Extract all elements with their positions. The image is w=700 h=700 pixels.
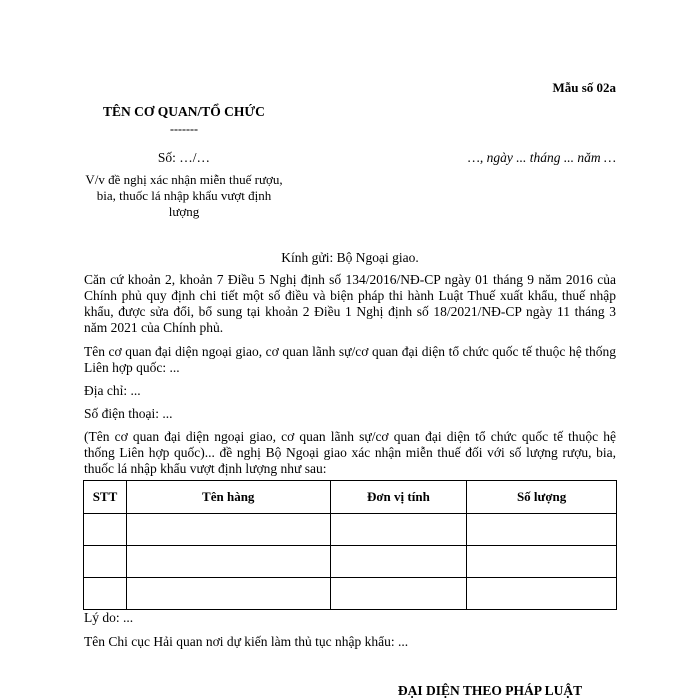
table-cell xyxy=(330,546,467,578)
organization-name: TÊN CƠ QUAN/TỔ CHỨC xyxy=(103,104,265,119)
legal-basis-paragraph: Căn cứ khoản 2, khoản 7 Điều 5 Nghị định số 134/2016/NĐ-CP ngày 01 tháng 9 năm 2016 của Chính phủ quy định chi tiết một số điều và biện pháp thi hành Luật Thuế xuất khẩu, thuế nhập khẩu, được sửa đổi, bổ sung tại khoản 2 Điều 1 Nghị định số 18/2021/NĐ-CP ngày 11 tháng 3 năm 2021 của Chính phủ. xyxy=(84,272,616,335)
date-line: …, ngày ... tháng ... năm … xyxy=(467,150,616,165)
table-row xyxy=(84,546,617,578)
request-paragraph: (Tên cơ quan đại diện ngoại giao, cơ quan lãnh sự/cơ quan đại diện tổ chức quốc tế thuộc hệ thống Liên hợp quốc)... đề nghị Bộ Ngoại giao xác nhận miễn thuế đối với số lượng rượu, bia, thuốc lá nhập khẩu vượt định lượng như sau: xyxy=(84,429,616,476)
column-header-quantity: Số lượng xyxy=(467,481,617,514)
table-cell xyxy=(84,514,127,546)
phone-line: Số điện thoại: ... xyxy=(84,406,173,421)
column-header-unit: Đơn vị tính xyxy=(330,481,467,514)
agency-name-line: Tên cơ quan đại diện ngoại giao, cơ quan lãnh sự/cơ quan đại diện tổ chức quốc tế thuộc hệ thống Liên hợp quốc: ... xyxy=(84,344,616,375)
table-cell xyxy=(330,578,467,610)
address-line: Địa chỉ: ... xyxy=(84,383,141,398)
table-cell xyxy=(126,514,330,546)
table-cell xyxy=(126,578,330,610)
table-cell xyxy=(467,578,617,610)
table-cell xyxy=(467,546,617,578)
table-cell xyxy=(467,514,617,546)
form-number: Mẫu số 02a xyxy=(552,80,616,95)
table-cell xyxy=(330,514,467,546)
subject-line: V/v đề nghị xác nhận miễn thuế rượu, bia, thuốc lá nhập khẩu vượt định lượng xyxy=(85,172,283,219)
table-cell xyxy=(126,546,330,578)
table-cell xyxy=(84,546,127,578)
customs-office-line: Tên Chi cục Hải quan nơi dự kiến làm thủ tục nhập khẩu: ... xyxy=(84,634,409,649)
column-header-item-name: Tên hàng xyxy=(126,481,330,514)
signature-title: ĐẠI DIỆN THEO PHÁP LUẬT xyxy=(397,683,583,698)
document-number: Số: …/… xyxy=(157,150,211,165)
table-cell xyxy=(84,578,127,610)
recipient-line: Kính gửi: Bộ Ngoại giao. xyxy=(281,250,419,265)
reason-line: Lý do: ... xyxy=(84,610,134,625)
table-row xyxy=(84,514,617,546)
header-separator: ------- xyxy=(170,122,198,136)
column-header-stt: STT xyxy=(84,481,127,514)
items-table xyxy=(83,480,617,610)
table-header-row xyxy=(84,481,617,514)
table-row xyxy=(84,578,617,610)
